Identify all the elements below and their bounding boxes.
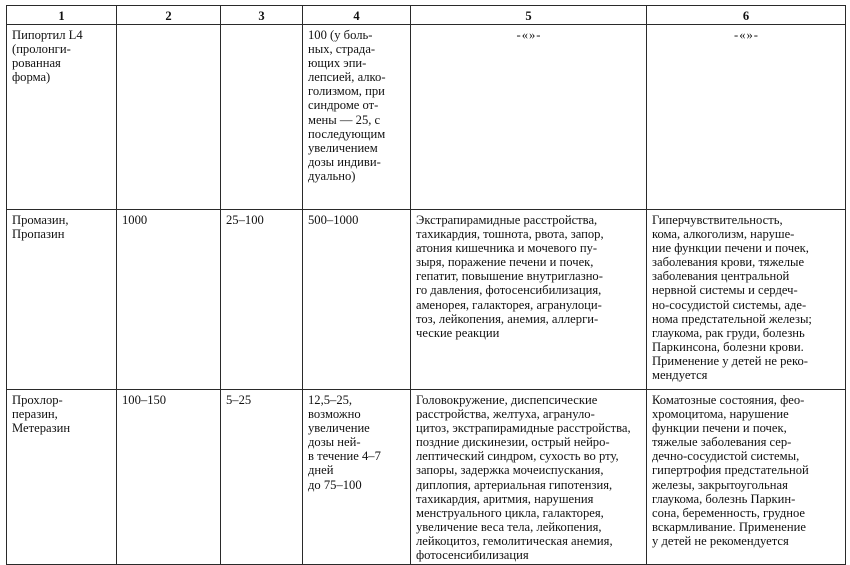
col3-cell bbox=[221, 25, 303, 210]
col3-cell: 5–25 bbox=[221, 390, 303, 565]
col4-cell: 500–1000 bbox=[303, 210, 411, 390]
col6-cell: Гиперчувствительность, кома, алкоголизм, наруше- ние функции печени и почек, заболевания крови, тяжелые заболевания центральной нервной системы и сердеч- но-сосудистой системы, аде- нома предстательной железы; глаукома, рак груди, болезнь Паркинсона, болезни крови. Применение у детей не реко- мендуется bbox=[647, 210, 846, 390]
column-header-4: 4 bbox=[303, 6, 411, 25]
col5-cell: Экстрапирамидные расстройства, тахикардия, тошнота, рвота, запор, атония кишечника и мочевого пу- зыря, поражение печени и почек, гепатит, повышение внутриглазно- го давления, фотосенсибилизация, аменорея, галакторея, агранулоци- тоз, лейкопения, анемия, аллерги- ческие реакции bbox=[411, 210, 647, 390]
table-row bbox=[7, 25, 846, 210]
column-header-6: 6 bbox=[647, 6, 846, 25]
column-header-3: 3 bbox=[221, 6, 303, 25]
header-row bbox=[7, 6, 846, 25]
column-header-1: 1 bbox=[7, 6, 117, 25]
column-header-2: 2 bbox=[117, 6, 221, 25]
ditto-mark: -«»- bbox=[516, 28, 542, 42]
col4-cell: 100 (у боль- ных, страда- ющих эпи- лепсией, алко- голизмом, при синдроме от- мены — 25, с последующим увеличением дозы индиви- дуально) bbox=[303, 25, 411, 210]
col6-cell: Коматозные состояния, фео- хромоцитома, нарушение функции печени и почек, тяжелые заболевания сер- дечно-сосудистой системы, гипертрофия предстательной железы, закрытоугольная глаукома, болезнь Паркин- сона, беременность, грудное вскармливание. Применение у детей не рекомендуется bbox=[647, 390, 846, 565]
col2-cell: 100–150 bbox=[117, 390, 221, 565]
col3-cell: 25–100 bbox=[221, 210, 303, 390]
drug-name-cell: Промазин, Пропазин bbox=[7, 210, 117, 390]
col4-cell: 12,5–25, возможно увеличение дозы ней- в течение 4–7 дней до 75–100 bbox=[303, 390, 411, 565]
col2-cell: 1000 bbox=[117, 210, 221, 390]
ditto-mark: -«»- bbox=[734, 28, 759, 42]
col5-cell bbox=[411, 25, 647, 210]
col2-cell bbox=[117, 25, 221, 210]
col5-cell: Головокружение, диспепсические расстройства, желтуха, агрануло- цитоз, экстрапирамидные расстройства, поздние дискинезии, острый нейро- лептический синдром, сухость во рту, запоры, задержка мочеиспускания, диплопия, артериальная гипотензия, тахикардия, аритмия, нарушения менструального цикла, галакторея, увеличение веса тела, лейкопения, лейкоцитоз, гемолитическая анемия, фотосенсибилизация bbox=[411, 390, 647, 565]
column-header-5: 5 bbox=[411, 6, 647, 25]
col6-cell bbox=[647, 25, 846, 210]
table-row bbox=[7, 210, 846, 390]
drug-name-cell: Прохлор- перазин, Метеразин bbox=[7, 390, 117, 565]
table-row bbox=[7, 390, 846, 565]
drug-name-cell: Пипортил L4 (пролонги- рованная форма) bbox=[7, 25, 117, 210]
drug-table bbox=[6, 5, 846, 565]
